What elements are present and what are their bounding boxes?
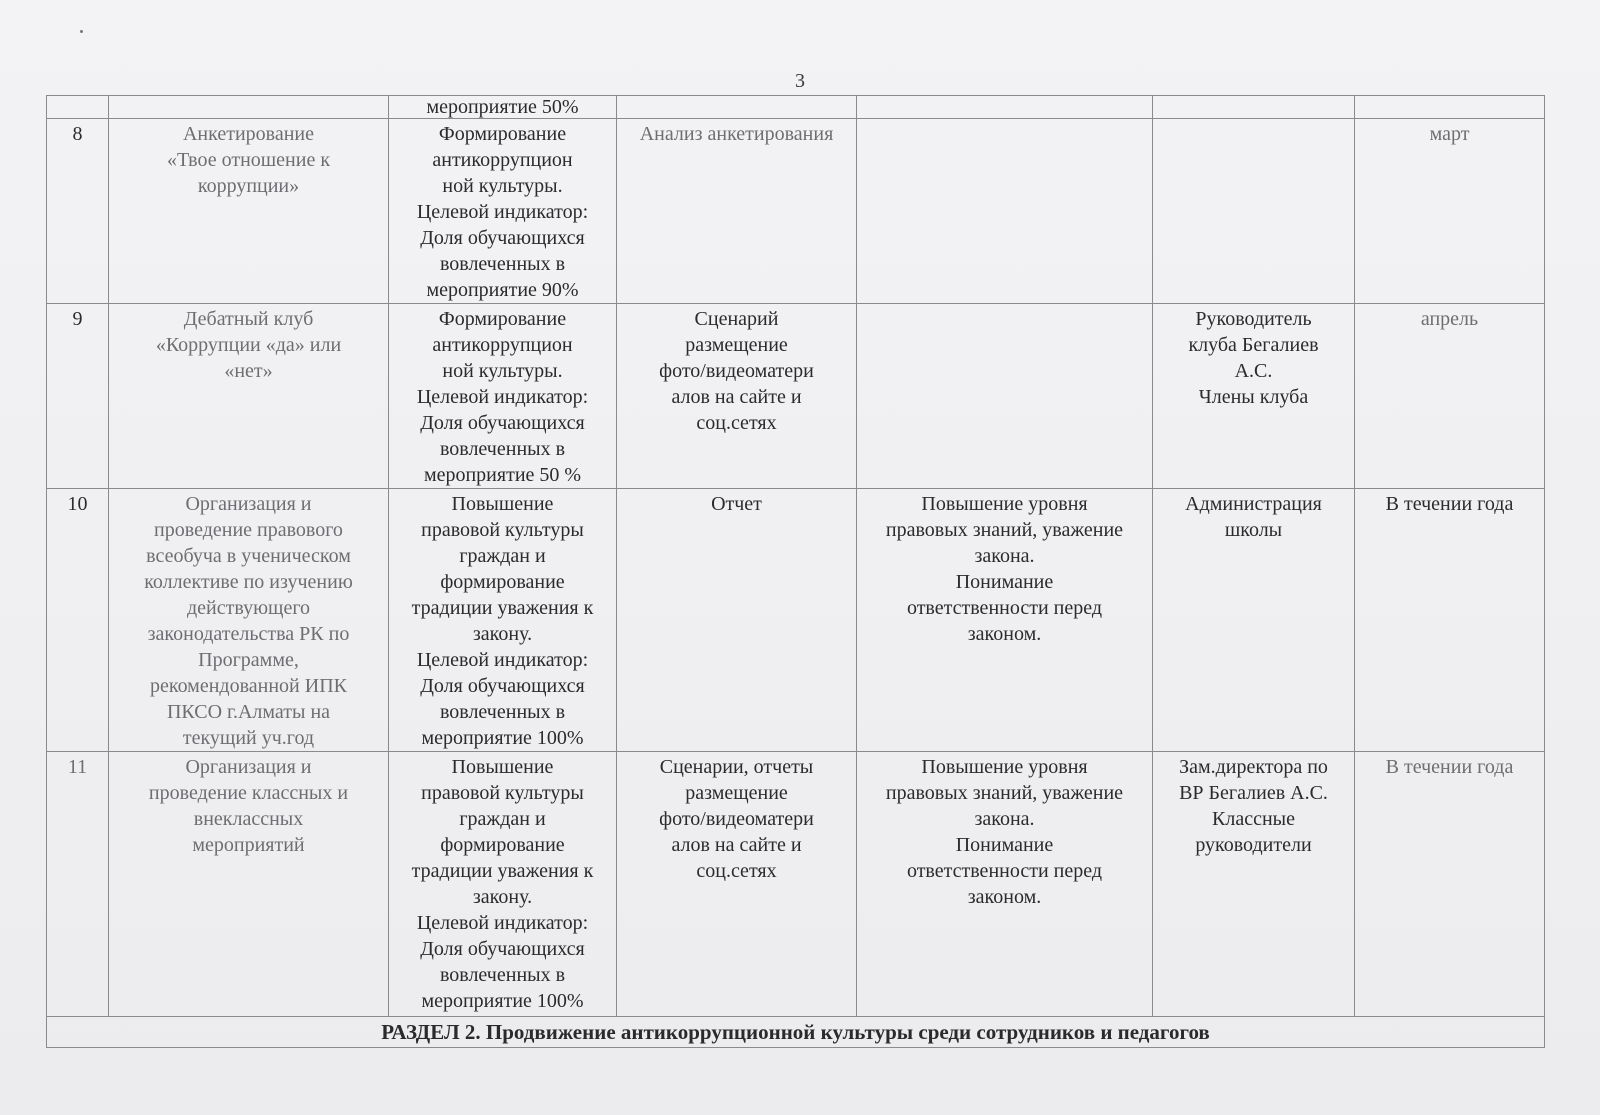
table-row [47,119,1545,304]
table-row [47,489,1545,752]
cell-term [1355,96,1545,119]
cell-result [857,96,1153,119]
cell-num: 10 [47,489,109,752]
cell-responsible: Руководитель клуба Бегалиев А.С. Члены клуба [1153,304,1355,489]
cell-event: Дебатный клуб «Коррупции «да» или «нет» [109,304,389,489]
section-heading-row [47,1017,1545,1048]
cell-num: 9 [47,304,109,489]
cell-result: Повышение уровня правовых знаний, уважение закона. Понимание ответственности перед законом. [857,752,1153,1017]
dust-speck [80,30,83,33]
cell-goal: Повышение правовой культуры граждан и формирование традиции уважения к закону. Целевой индикатор: Доля обучающихся вовлеченных в мероприятие 100% [389,489,617,752]
cell-form: Отчет [617,489,857,752]
cell-form: Сценарий размещение фото/видеоматери алов на сайте и соц.сетях [617,304,857,489]
cell-form: Анализ анкетирования [617,119,857,304]
cell-form: Сценарии, отчеты размещение фото/видеоматери алов на сайте и соц.сетях [617,752,857,1017]
cell-result [857,119,1153,304]
cell-term: В течении года [1355,752,1545,1017]
cell-event [109,96,389,119]
cell-form [617,96,857,119]
cell-goal: мероприятие 50% [389,96,617,119]
cell-term: март [1355,119,1545,304]
cell-goal: Формирование антикоррупцион ной культуры. Целевой индикатор: Доля обучающихся вовлеченных в мероприятие 50 % [389,304,617,489]
cell-goal: Повышение правовой культуры граждан и формирование традиции уважения к закону. Целевой индикатор: Доля обучающихся вовлеченных в мероприятие 100% [389,752,617,1017]
cell-goal: Формирование антикоррупцион ной культуры. Целевой индикатор: Доля обучающихся вовлеченных в мероприятие 90% [389,119,617,304]
table-row-continuation [47,96,1545,119]
cell-responsible: Администрация школы [1153,489,1355,752]
table-row [47,304,1545,489]
cell-result [857,304,1153,489]
cell-responsible: Зам.директора по ВР Бегалиев А.С. Классные руководители [1153,752,1355,1017]
cell-result: Повышение уровня правовых знаний, уважение закона. Понимание ответственности перед законом. [857,489,1153,752]
cell-responsible [1153,96,1355,119]
cell-event: Организация и проведение правового всеобуча в ученическом коллективе по изучению действующего законодательства РК по Программе, рекомендованной ИПК ПКСО г.Алматы на текущий уч.год [109,489,389,752]
cell-num: 8 [47,119,109,304]
table-row [47,752,1545,1017]
cell-event: Анкетирование «Твое отношение к коррупции» [109,119,389,304]
anticorruption-plan-table [46,95,1545,1048]
cell-num: 11 [47,752,109,1017]
cell-term: апрель [1355,304,1545,489]
page-number: 3 [795,70,805,92]
cell-term: В течении года [1355,489,1545,752]
cell-event: Организация и проведение классных и внеклассных мероприятий [109,752,389,1017]
section-heading: РАЗДЕЛ 2. Продвижение антикоррупционной культуры среди сотрудников и педагогов [47,1017,1545,1048]
cell-responsible [1153,119,1355,304]
cell-num [47,96,109,119]
